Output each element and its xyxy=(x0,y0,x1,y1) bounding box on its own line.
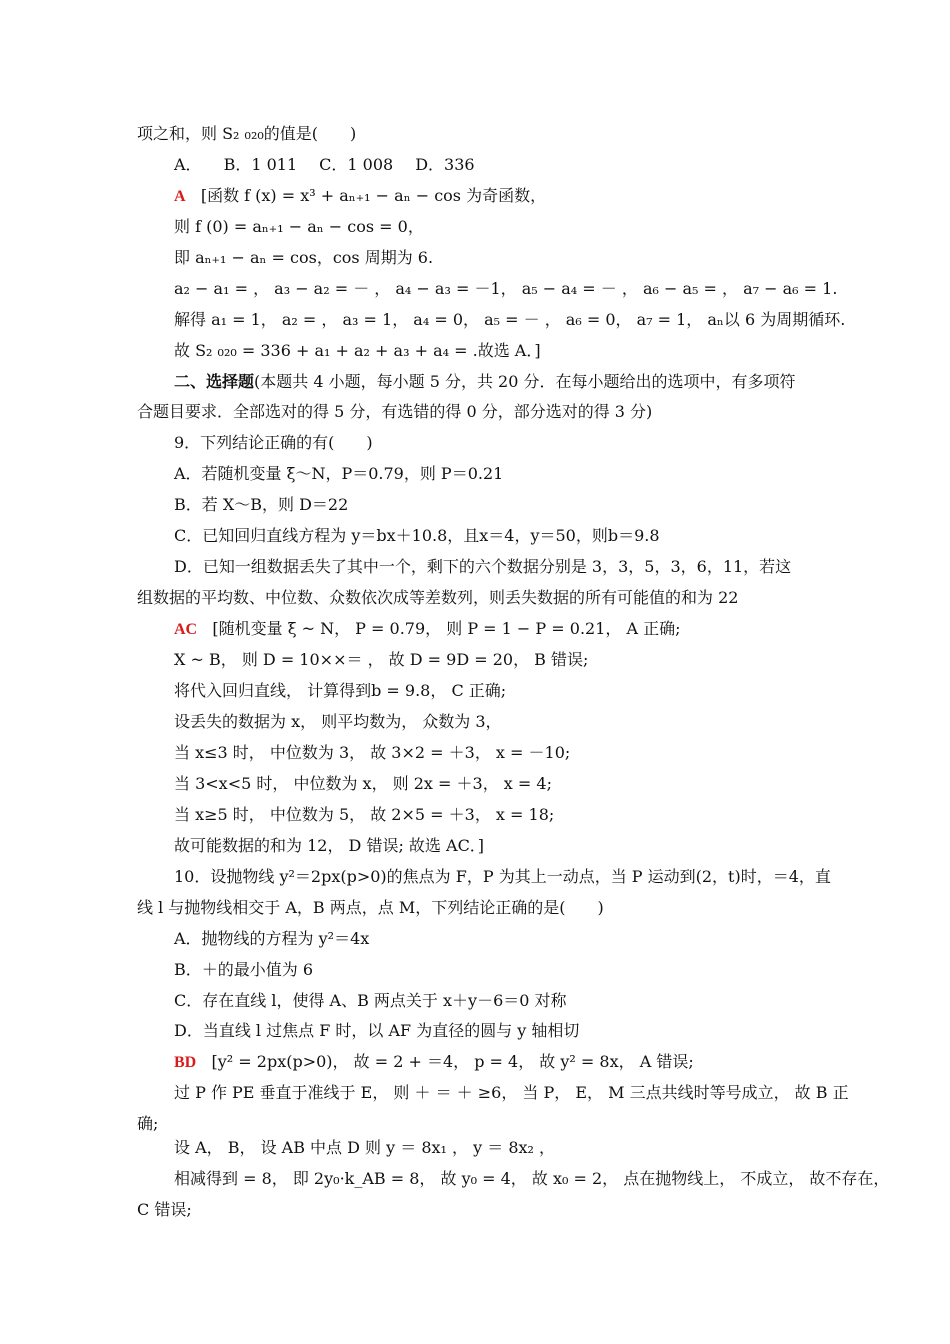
text-line xyxy=(174,743,570,763)
line-text: 10．设抛物线 y²＝2px(p>0)的焦点为 F，P 为其上一动点，当 P 运动到(2，t)时，＝4，直 xyxy=(174,867,831,886)
text-line xyxy=(174,433,373,453)
line-text: 故可能数据的和为 12， D 错误; 故选 AC．] xyxy=(174,836,485,855)
line-text: 当 x≤3 时， 中位数为 3， 故 3×2 = ＋3， x = －10; xyxy=(174,743,571,762)
text-line xyxy=(174,1138,555,1158)
text-line xyxy=(174,929,369,949)
line-text: 解得 a₁ = 1， a₂ = ， a₃ = 1， a₄ = 0， a₅ = － ， a₆ = 0， a₇ = 1， aₙ以 6 为周期循环. xyxy=(174,310,846,329)
text-line xyxy=(174,464,503,484)
text-line xyxy=(174,1021,579,1041)
answer-option: B．1 011 xyxy=(223,155,298,174)
text-line xyxy=(174,341,541,361)
text-line xyxy=(174,1052,694,1073)
line-text: 过 P 作 PE 垂直于准线于 E， 则 ＋ ＝ ＋ ≥6， 当 P， E， M 三点共线时等号成立， 故 B 正 xyxy=(174,1083,849,1102)
line-text: A．若随机变量 ξ～N，P＝0.79，则 P＝0.21 xyxy=(174,464,504,483)
line-text: 即 aₙ₊₁ − aₙ = cos，cos 周期为 6. xyxy=(174,248,434,267)
answer-key: A xyxy=(174,188,186,205)
line-text: D．当直线 l 过焦点 F 时，以 AF 为直径的圆与 y 轴相切 xyxy=(174,1021,580,1040)
section-heading: 二、选择题 xyxy=(174,372,255,391)
text-line xyxy=(174,248,433,268)
answer-option: D．336 xyxy=(415,155,475,174)
text-line xyxy=(174,217,424,237)
line-text: B．若 X～B，则 D＝22 xyxy=(174,495,349,514)
text-line xyxy=(174,279,837,299)
line-text: 项之和，则 S₂ ₀₂₀的值是( ) xyxy=(137,124,357,143)
line-text: a₂ − a₁ = ， a₃ − a₂ = － ， a₄ − a₃ = －1， a₅ − a₄ = － ， a₆ − a₅ = ， a₇ − a₆ = 1. xyxy=(174,279,838,298)
line-text: [随机变量 ξ ~ N， P = 0.79， 则 P = 1 − P = 0.21， A 正确; xyxy=(212,619,681,638)
line-text: 9．下列结论正确的有( ) xyxy=(174,433,373,452)
text-line xyxy=(174,372,796,392)
line-text: (本题共 4 小题，每小题 5 分，共 20 分．在每小题给出的选项中，有多项符 xyxy=(254,372,796,391)
line-text: 设 A， B， 设 AB 中点 D 则 y ＝ 8x₁ ， y ＝ 8x₂ ， xyxy=(174,1138,556,1157)
text-line xyxy=(174,836,484,856)
text-line xyxy=(174,960,313,980)
line-text: 将代入回归直线， 计算得到b = 9.8， C 正确; xyxy=(174,681,507,700)
line-text: 设丢失的数据为 x， 则平均数为， 众数为 3， xyxy=(174,712,502,731)
text-line xyxy=(174,495,348,515)
text-line xyxy=(174,1083,849,1103)
text-line xyxy=(174,1169,889,1189)
line-text: [函数 f (x) = x³ + aₙ₊₁ − aₙ − cos 为奇函数， xyxy=(200,186,547,205)
text-line xyxy=(174,619,681,640)
line-text: A．抛物线的方程为 y²＝4x xyxy=(174,929,370,948)
line-text: 当 x≥5 时， 中位数为 5， 故 2×5 = ＋3， x = 18; xyxy=(174,805,555,824)
text-line xyxy=(137,1114,158,1134)
line-text: B．＋的最小值为 6 xyxy=(174,960,314,979)
text-line xyxy=(137,1200,192,1220)
text-line xyxy=(174,991,567,1011)
line-text: 合题目要求．全部选对的得 5 分，有选错的得 0 分，部分选对的得 3 分) xyxy=(137,402,653,421)
line-text: 组数据的平均数、中位数、众数依次成等差数列，则丢失数据的所有可能值的和为 22 xyxy=(137,588,739,607)
text-line xyxy=(174,650,588,670)
text-line xyxy=(137,124,356,144)
text-line xyxy=(137,588,738,608)
text-line xyxy=(174,526,660,546)
text-line xyxy=(174,712,502,732)
line-text: 则 f (0) = aₙ₊₁ − aₙ − cos = 0， xyxy=(174,217,424,236)
answer-option: C．1 008 xyxy=(319,155,394,174)
line-text: C．已知回归直线方程为 y＝bx＋10.8，且x＝4，y＝50，则b＝9.8 xyxy=(174,526,660,545)
line-text: C 错误; xyxy=(137,1200,192,1219)
text-line xyxy=(174,310,845,330)
line-text: 相减得到 = 8， 即 2y₀·k_AB = 8， 故 y₀ = 4， 故 x₀ = 2， 点在抛物线上， 不成立， 故不存在， xyxy=(174,1169,890,1188)
text-line xyxy=(174,155,497,175)
text-line xyxy=(174,681,506,701)
text-line xyxy=(174,867,831,887)
line-text: 当 3<x<5 时， 中位数为 x， 则 2x = ＋3， x = 4; xyxy=(174,774,552,793)
line-text: D．已知一组数据丢失了其中一个，剩下的六个数据分别是 3，3，5，3，6，11，若这 xyxy=(174,557,792,576)
line-text: 故 S₂ ₀₂₀ = 336 + a₁ + a₂ + a₃ + a₄ = .故选 A．] xyxy=(174,341,541,360)
line-text: C．存在直线 l，使得 A、B 两点关于 x＋y－6＝0 对称 xyxy=(174,991,567,1010)
line-text: 线 l 与抛物线相交于 A，B 两点，点 M，下列结论正确的是( ) xyxy=(137,898,604,917)
text-line xyxy=(137,898,604,918)
line-text: 确; xyxy=(137,1114,159,1133)
answer-option: A． xyxy=(174,155,202,174)
text-line xyxy=(174,805,554,825)
line-text: X ~ B， 则 D = 10××＝ ， 故 D = 9D = 20， B 错误; xyxy=(174,650,589,669)
text-line xyxy=(174,774,552,794)
answer-key: AC xyxy=(174,621,198,638)
line-text: [y² = 2px(p>0)， 故 = 2 + ＝4， p = 4， 故 y² = 8x， A 错误; xyxy=(211,1052,694,1071)
answer-key: BD xyxy=(174,1054,197,1071)
text-line xyxy=(137,402,652,422)
text-line xyxy=(174,557,791,577)
text-line xyxy=(174,186,546,207)
